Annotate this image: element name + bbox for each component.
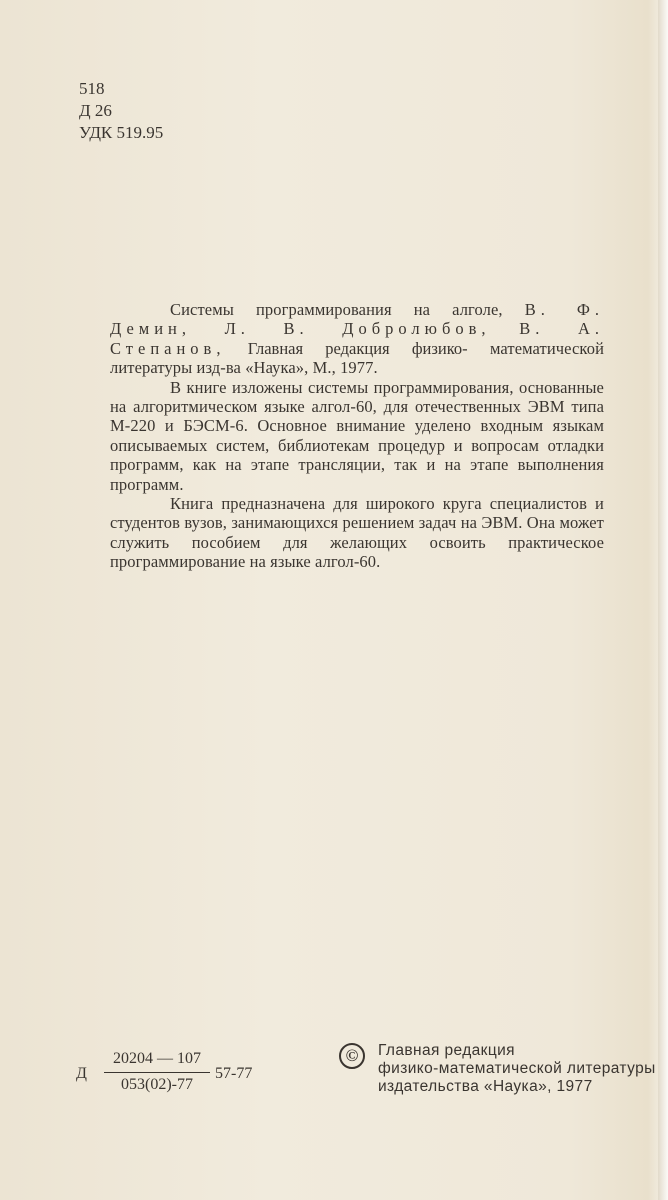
- fraction-bar: [104, 1072, 210, 1073]
- publisher-name: Главная редакция физико-: [225, 338, 468, 358]
- publication-year: 1977.: [340, 358, 378, 378]
- imprint-denominator: 053(02)-77: [121, 1076, 193, 1093]
- copyright-line-2: физико-математической литературы: [378, 1060, 656, 1077]
- abstract-paragraph-1: В книге изложены системы программирования, основанные на алгоритмическом языке алгол-60, для отечественных ЭВМ типа М-220 и БЭСМ-6. Основное внимание уделено входным языкам описываемых систем, библиотекам процедур и вопросам отладки программ, как на этапе трансляции, так и на этапе выполнения программ.: [110, 377, 604, 494]
- copyright-icon: ©: [339, 1043, 365, 1069]
- book-title: Системы программирования на алголе,: [170, 300, 503, 319]
- copyright-line-1: Главная редакция: [378, 1042, 515, 1059]
- copyright-line-3: издательства «Наука», 1977: [378, 1078, 593, 1095]
- classification-block: [79, 78, 163, 144]
- author-mark: Д 26: [79, 101, 112, 120]
- udc-index: УДК 519.95: [79, 123, 164, 142]
- publisher-line: математической литературы изд-ва «Наука», М.,: [110, 338, 604, 378]
- author-third: В. А. Степанов,: [110, 319, 604, 358]
- copyright-notice: [378, 1042, 656, 1096]
- bibliographic-entry: [110, 300, 604, 378]
- abstract-block: [110, 300, 604, 572]
- authors: В. Ф. Демин, Л. В. Добролюбов,: [110, 300, 604, 339]
- imprint-fraction: [104, 1049, 210, 1095]
- page-edge: [658, 0, 668, 1200]
- imprint-suffix: 57-77: [215, 1065, 253, 1082]
- imprint-letter: Д: [76, 1065, 87, 1082]
- bbk-index: 518: [79, 79, 105, 98]
- abstract-paragraph-2: Книга предназначена для широкого круга специалистов и студентов вузов, занимающихся решением задач на ЭВМ. Она может служить пособием для желающих освоить практическое программирование на языке алгол-60.: [110, 494, 604, 572]
- imprint-numerator: 20204 — 107: [113, 1050, 201, 1067]
